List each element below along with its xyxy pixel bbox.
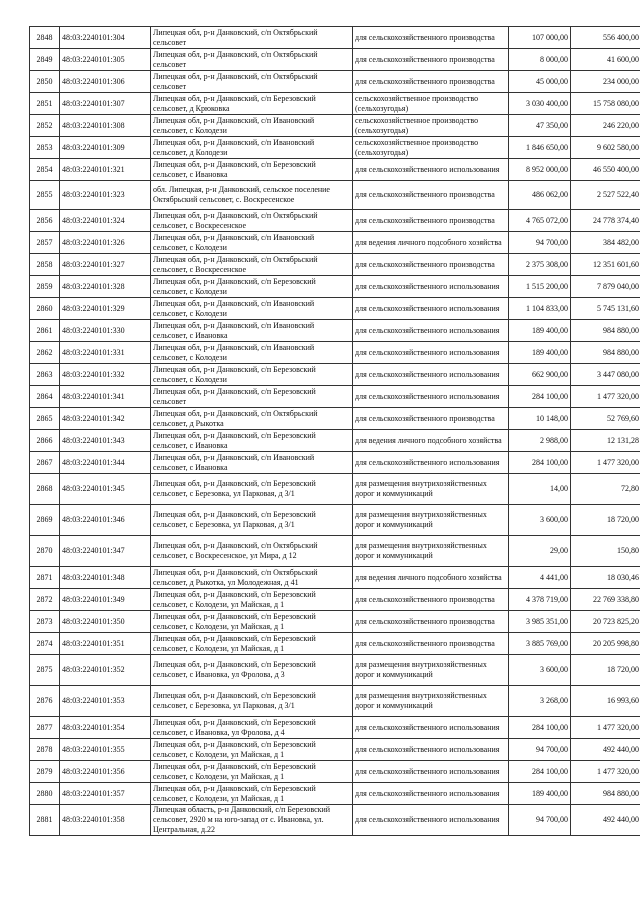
cadastral-value-cell: 2 527 522,40: [571, 181, 640, 210]
address-cell: Липецкая обл, р-н Данковский, с/п Ивановский сельсовет, с Колодези: [151, 232, 353, 254]
table-row: [30, 159, 640, 181]
address-cell: Липецкая обл, р-н Данковский, с/п Ивановский сельсовет, с Колодези: [151, 298, 353, 320]
area-value-cell: 8 952 000,00: [509, 159, 571, 181]
table-row: [30, 93, 640, 115]
permitted-use-cell: для сельскохозяйственного производства: [353, 27, 509, 49]
row-number-cell: 2866: [30, 430, 60, 452]
permitted-use-cell: для сельскохозяйственного использования: [353, 452, 509, 474]
cadastral-number-cell: 48:03:2240101:350: [60, 611, 151, 633]
table-row: [30, 232, 640, 254]
row-number-cell: 2881: [30, 805, 60, 836]
cadastral-number-cell: 48:03:2240101:341: [60, 386, 151, 408]
table-row: [30, 761, 640, 783]
address-cell: Липецкая обл, р-н Данковский, с/п Березовский сельсовет, с Березовка, ул Парковая, д 3/1: [151, 505, 353, 536]
area-value-cell: 189 400,00: [509, 320, 571, 342]
address-cell: Липецкая обл, р-н Данковский, с/п Октябрьский сельсовет, д Рыкотка, ул Молодежная, д 41: [151, 567, 353, 589]
permitted-use-cell: для сельскохозяйственного производства: [353, 254, 509, 276]
cadastral-value-cell: 46 550 400,00: [571, 159, 640, 181]
cadastral-value-cell: 492 440,00: [571, 739, 640, 761]
cadastral-number-cell: 48:03:2240101:355: [60, 739, 151, 761]
table-row: [30, 805, 640, 836]
cadastral-number-cell: 48:03:2240101:344: [60, 452, 151, 474]
cadastral-value-cell: 234 000,00: [571, 71, 640, 93]
permitted-use-cell: для сельскохозяйственного использования: [353, 364, 509, 386]
area-value-cell: 107 000,00: [509, 27, 571, 49]
cadastral-value-cell: 18 720,00: [571, 655, 640, 686]
address-cell: Липецкая обл, р-н Данковский, с/п Ивановский сельсовет, с Ивановка: [151, 320, 353, 342]
table-row: [30, 181, 640, 210]
row-number-cell: 2849: [30, 49, 60, 71]
cadastral-number-cell: 48:03:2240101:309: [60, 137, 151, 159]
table-row: [30, 611, 640, 633]
cadastral-value-cell: 22 769 338,80: [571, 589, 640, 611]
permitted-use-cell: для размещения внутрихозяйственных дорог и коммуникаций: [353, 536, 509, 567]
permitted-use-cell: для сельскохозяйственного использования: [353, 805, 509, 836]
cadastral-value-cell: 7 879 040,00: [571, 276, 640, 298]
row-number-cell: 2870: [30, 536, 60, 567]
row-number-cell: 2858: [30, 254, 60, 276]
area-value-cell: 8 000,00: [509, 49, 571, 71]
address-cell: Липецкая обл, р-н Данковский, с/п Березовский сельсовет, с Колодези, ул Майская, д 1: [151, 633, 353, 655]
area-value-cell: 10 148,00: [509, 408, 571, 430]
row-number-cell: 2880: [30, 783, 60, 805]
address-cell: Липецкая обл, р-н Данковский, с/п Октябрьский сельсовет: [151, 49, 353, 71]
row-number-cell: 2860: [30, 298, 60, 320]
area-value-cell: 284 100,00: [509, 386, 571, 408]
address-cell: Липецкая обл, р-н Данковский, с/п Березовский сельсовет, с Колодези, ул Майская, д 1: [151, 611, 353, 633]
cadastral-number-cell: 48:03:2240101:358: [60, 805, 151, 836]
address-cell: Липецкая обл, р-н Данковский, с/п Березовский сельсовет, с Колодези, ул Майская, д 1: [151, 589, 353, 611]
cadastral-value-cell: 16 993,60: [571, 686, 640, 717]
area-value-cell: 284 100,00: [509, 452, 571, 474]
cadastral-number-cell: 48:03:2240101:356: [60, 761, 151, 783]
address-cell: Липецкая обл, р-н Данковский, с/п Березовский сельсовет, с Ивановка: [151, 430, 353, 452]
permitted-use-cell: для сельскохозяйственного производства: [353, 181, 509, 210]
table-row: [30, 536, 640, 567]
permitted-use-cell: для ведения личного подсобного хозяйства: [353, 567, 509, 589]
table-row: [30, 452, 640, 474]
table-row: [30, 27, 640, 49]
cadastral-value-cell: 1 477 320,00: [571, 386, 640, 408]
area-value-cell: 3 985 351,00: [509, 611, 571, 633]
row-number-cell: 2877: [30, 717, 60, 739]
cadastral-value-cell: 15 758 080,00: [571, 93, 640, 115]
area-value-cell: 284 100,00: [509, 717, 571, 739]
cadastral-value-cell: 246 220,00: [571, 115, 640, 137]
area-value-cell: 45 000,00: [509, 71, 571, 93]
table-row: [30, 210, 640, 232]
address-cell: Липецкая обл, р-н Данковский, с/п Березовский сельсовет, с Колодези: [151, 276, 353, 298]
table-body: [30, 27, 640, 836]
cadastral-value-cell: 24 778 374,40: [571, 210, 640, 232]
table-row: [30, 783, 640, 805]
area-value-cell: 3 600,00: [509, 505, 571, 536]
area-value-cell: 3 885 769,00: [509, 633, 571, 655]
address-cell: обл. Липецкая, р-н Данковский, сельское поселение Октябрьский сельсовет, с. Воскресенское: [151, 181, 353, 210]
permitted-use-cell: для размещения внутрихозяйственных дорог и коммуникаций: [353, 474, 509, 505]
cadastral-value-cell: 984 880,00: [571, 783, 640, 805]
cadastral-number-cell: 48:03:2240101:343: [60, 430, 151, 452]
row-number-cell: 2868: [30, 474, 60, 505]
row-number-cell: 2855: [30, 181, 60, 210]
row-number-cell: 2873: [30, 611, 60, 633]
permitted-use-cell: для сельскохозяйственного использования: [353, 739, 509, 761]
address-cell: Липецкая обл, р-н Данковский, с/п Березовский сельсовет, д Крюковка: [151, 93, 353, 115]
cadastral-value-cell: 984 880,00: [571, 320, 640, 342]
area-value-cell: 94 700,00: [509, 805, 571, 836]
permitted-use-cell: для сельскохозяйственного использования: [353, 276, 509, 298]
area-value-cell: 4 765 072,00: [509, 210, 571, 232]
area-value-cell: 4 378 719,00: [509, 589, 571, 611]
address-cell: Липецкая обл, р-н Данковский, с/п Березовский сельсовет: [151, 386, 353, 408]
cadastral-number-cell: 48:03:2240101:329: [60, 298, 151, 320]
permitted-use-cell: для размещения внутрихозяйственных дорог и коммуникаций: [353, 655, 509, 686]
address-cell: Липецкая обл, р-н Данковский, с/п Березовский сельсовет, с Ивановка, ул Фролова, д 3: [151, 655, 353, 686]
row-number-cell: 2862: [30, 342, 60, 364]
permitted-use-cell: сельскохозяйственное производство (сельхозугодья): [353, 137, 509, 159]
table-row: [30, 505, 640, 536]
area-value-cell: 3 600,00: [509, 655, 571, 686]
address-cell: Липецкая обл, р-н Данковский, с/п Октябрьский сельсовет, с Воскресенское: [151, 254, 353, 276]
cadastral-number-cell: 48:03:2240101:354: [60, 717, 151, 739]
table-row: [30, 686, 640, 717]
row-number-cell: 2850: [30, 71, 60, 93]
table-row: [30, 71, 640, 93]
cadastral-number-cell: 48:03:2240101:327: [60, 254, 151, 276]
permitted-use-cell: для сельскохозяйственного производства: [353, 49, 509, 71]
row-number-cell: 2879: [30, 761, 60, 783]
cadastral-value-cell: 1 477 320,00: [571, 452, 640, 474]
table-row: [30, 298, 640, 320]
land-registry-table: [29, 26, 640, 836]
area-value-cell: 3 030 400,00: [509, 93, 571, 115]
cadastral-value-cell: 984 880,00: [571, 342, 640, 364]
table-row: [30, 386, 640, 408]
area-value-cell: 4 441,00: [509, 567, 571, 589]
row-number-cell: 2854: [30, 159, 60, 181]
row-number-cell: 2853: [30, 137, 60, 159]
permitted-use-cell: для сельскохозяйственного использования: [353, 342, 509, 364]
table-row: [30, 655, 640, 686]
table-row: [30, 567, 640, 589]
cadastral-number-cell: 48:03:2240101:326: [60, 232, 151, 254]
row-number-cell: 2872: [30, 589, 60, 611]
address-cell: Липецкая обл, р-н Данковский, с/п Березовский сельсовет, с Колодези, ул Майская, д 1: [151, 783, 353, 805]
permitted-use-cell: для ведения личного подсобного хозяйства: [353, 430, 509, 452]
address-cell: Липецкая обл, р-н Данковский, с/п Березовский сельсовет, с Колодези, ул Майская, д 1: [151, 761, 353, 783]
row-number-cell: 2878: [30, 739, 60, 761]
table-row: [30, 474, 640, 505]
cadastral-value-cell: 41 600,00: [571, 49, 640, 71]
area-value-cell: 189 400,00: [509, 342, 571, 364]
row-number-cell: 2857: [30, 232, 60, 254]
permitted-use-cell: для сельскохозяйственного производства: [353, 589, 509, 611]
cadastral-number-cell: 48:03:2240101:307: [60, 93, 151, 115]
cadastral-number-cell: 48:03:2240101:357: [60, 783, 151, 805]
cadastral-number-cell: 48:03:2240101:323: [60, 181, 151, 210]
table-row: [30, 342, 640, 364]
cadastral-value-cell: 5 745 131,60: [571, 298, 640, 320]
cadastral-value-cell: 12 351 601,60: [571, 254, 640, 276]
permitted-use-cell: для ведения личного подсобного хозяйства: [353, 232, 509, 254]
area-value-cell: 1 515 200,00: [509, 276, 571, 298]
area-value-cell: 662 900,00: [509, 364, 571, 386]
cadastral-number-cell: 48:03:2240101:353: [60, 686, 151, 717]
area-value-cell: 3 268,00: [509, 686, 571, 717]
table-row: [30, 364, 640, 386]
row-number-cell: 2848: [30, 27, 60, 49]
address-cell: Липецкая обл, р-н Данковский, с/п Березовский сельсовет, с Колодези, ул Майская, д 1: [151, 739, 353, 761]
table-row: [30, 115, 640, 137]
cadastral-number-cell: 48:03:2240101:304: [60, 27, 151, 49]
table-row: [30, 408, 640, 430]
permitted-use-cell: для сельскохозяйственного использования: [353, 761, 509, 783]
row-number-cell: 2867: [30, 452, 60, 474]
cadastral-number-cell: 48:03:2240101:330: [60, 320, 151, 342]
permitted-use-cell: для сельскохозяйственного производства: [353, 633, 509, 655]
cadastral-number-cell: 48:03:2240101:352: [60, 655, 151, 686]
cadastral-value-cell: 556 400,00: [571, 27, 640, 49]
permitted-use-cell: для сельскохозяйственного использования: [353, 159, 509, 181]
row-number-cell: 2875: [30, 655, 60, 686]
permitted-use-cell: для сельскохозяйственного использования: [353, 298, 509, 320]
row-number-cell: 2861: [30, 320, 60, 342]
row-number-cell: 2874: [30, 633, 60, 655]
address-cell: Липецкая область, р-н Данковский, с/п Березовский сельсовет, 2920 м на юго-запад от с. Ивановка, ул. Центральная, д.22: [151, 805, 353, 836]
address-cell: Липецкая обл, р-н Данковский, с/п Октябрьский сельсовет, с Воскресенское: [151, 210, 353, 232]
row-number-cell: 2856: [30, 210, 60, 232]
area-value-cell: 1 104 833,00: [509, 298, 571, 320]
cadastral-number-cell: 48:03:2240101:348: [60, 567, 151, 589]
area-value-cell: 1 846 650,00: [509, 137, 571, 159]
permitted-use-cell: для сельскохозяйственного производства: [353, 210, 509, 232]
address-cell: Липецкая обл, р-н Данковский, с/п Березовский сельсовет, с Колодези: [151, 364, 353, 386]
cadastral-number-cell: 48:03:2240101:321: [60, 159, 151, 181]
cadastral-value-cell: 18 030,46: [571, 567, 640, 589]
row-number-cell: 2869: [30, 505, 60, 536]
cadastral-value-cell: 1 477 320,00: [571, 761, 640, 783]
address-cell: Липецкая обл, р-н Данковский, с/п Ивановский сельсовет, с Ивановка: [151, 452, 353, 474]
cadastral-value-cell: 18 720,00: [571, 505, 640, 536]
row-number-cell: 2851: [30, 93, 60, 115]
permitted-use-cell: для сельскохозяйственного использования: [353, 717, 509, 739]
cadastral-value-cell: 150,80: [571, 536, 640, 567]
row-number-cell: 2852: [30, 115, 60, 137]
permitted-use-cell: для сельскохозяйственного использования: [353, 386, 509, 408]
permitted-use-cell: для размещения внутрихозяйственных дорог и коммуникаций: [353, 686, 509, 717]
table-row: [30, 320, 640, 342]
cadastral-value-cell: 384 482,00: [571, 232, 640, 254]
table-row: [30, 633, 640, 655]
permitted-use-cell: для сельскохозяйственного использования: [353, 320, 509, 342]
cadastral-number-cell: 48:03:2240101:306: [60, 71, 151, 93]
area-value-cell: 2 375 308,00: [509, 254, 571, 276]
address-cell: Липецкая обл, р-н Данковский, с/п Октябрьский сельсовет, д Рыкотка: [151, 408, 353, 430]
cadastral-number-cell: 48:03:2240101:308: [60, 115, 151, 137]
cadastral-number-cell: 48:03:2240101:305: [60, 49, 151, 71]
cadastral-value-cell: 9 602 580,00: [571, 137, 640, 159]
permitted-use-cell: для размещения внутрихозяйственных дорог и коммуникаций: [353, 505, 509, 536]
address-cell: Липецкая обл, р-н Данковский, с/п Ивановский сельсовет, с Колодези: [151, 342, 353, 364]
table-row: [30, 49, 640, 71]
row-number-cell: 2865: [30, 408, 60, 430]
address-cell: Липецкая обл, р-н Данковский, с/п Октябрьский сельсовет: [151, 71, 353, 93]
address-cell: Липецкая обл, р-н Данковский, с/п Березовский сельсовет, с Ивановка, ул Фролова, д 4: [151, 717, 353, 739]
address-cell: Липецкая обл, р-н Данковский, с/п Октябрьский сельсовет, с Воскресенское, ул Мира, д 12: [151, 536, 353, 567]
address-cell: Липецкая обл, р-н Данковский, с/п Октябрьский сельсовет: [151, 27, 353, 49]
address-cell: Липецкая обл, р-н Данковский, с/п Березовский сельсовет, с Ивановка: [151, 159, 353, 181]
row-number-cell: 2863: [30, 364, 60, 386]
permitted-use-cell: для сельскохозяйственного производства: [353, 611, 509, 633]
cadastral-number-cell: 48:03:2240101:328: [60, 276, 151, 298]
cadastral-number-cell: 48:03:2240101:331: [60, 342, 151, 364]
address-cell: Липецкая обл, р-н Данковский, с/п Березовский сельсовет, с Березовка, ул Парковая, д 3/1: [151, 686, 353, 717]
permitted-use-cell: сельскохозяйственное производство (сельхозугодья): [353, 93, 509, 115]
permitted-use-cell: для сельскохозяйственного использования: [353, 783, 509, 805]
area-value-cell: 94 700,00: [509, 739, 571, 761]
cadastral-number-cell: 48:03:2240101:342: [60, 408, 151, 430]
area-value-cell: 284 100,00: [509, 761, 571, 783]
cadastral-value-cell: 72,80: [571, 474, 640, 505]
cadastral-number-cell: 48:03:2240101:345: [60, 474, 151, 505]
cadastral-number-cell: 48:03:2240101:346: [60, 505, 151, 536]
area-value-cell: 14,00: [509, 474, 571, 505]
table-row: [30, 717, 640, 739]
table-row: [30, 430, 640, 452]
area-value-cell: 2 988,00: [509, 430, 571, 452]
cadastral-number-cell: 48:03:2240101:349: [60, 589, 151, 611]
cadastral-number-cell: 48:03:2240101:332: [60, 364, 151, 386]
address-cell: Липецкая обл, р-н Данковский, с/п Ивановский сельсовет, с Колодези: [151, 115, 353, 137]
address-cell: Липецкая обл, р-н Данковский, с/п Березовский сельсовет, с Березовка, ул Парковая, д 3/1: [151, 474, 353, 505]
area-value-cell: 29,00: [509, 536, 571, 567]
row-number-cell: 2871: [30, 567, 60, 589]
area-value-cell: 486 062,00: [509, 181, 571, 210]
cadastral-value-cell: 20 723 825,20: [571, 611, 640, 633]
table-row: [30, 589, 640, 611]
table-row: [30, 254, 640, 276]
area-value-cell: 94 700,00: [509, 232, 571, 254]
cadastral-value-cell: 1 477 320,00: [571, 717, 640, 739]
address-cell: Липецкая обл, р-н Данковский, с/п Ивановский сельсовет, д Колодези: [151, 137, 353, 159]
table-row: [30, 137, 640, 159]
permitted-use-cell: сельскохозяйственное производство (сельхозугодья): [353, 115, 509, 137]
table-row: [30, 276, 640, 298]
cadastral-number-cell: 48:03:2240101:324: [60, 210, 151, 232]
row-number-cell: 2864: [30, 386, 60, 408]
cadastral-value-cell: 492 440,00: [571, 805, 640, 836]
cadastral-number-cell: 48:03:2240101:351: [60, 633, 151, 655]
area-value-cell: 47 350,00: [509, 115, 571, 137]
area-value-cell: 189 400,00: [509, 783, 571, 805]
cadastral-value-cell: 12 131,28: [571, 430, 640, 452]
permitted-use-cell: для сельскохозяйственного производства: [353, 71, 509, 93]
row-number-cell: 2859: [30, 276, 60, 298]
cadastral-value-cell: 3 447 080,00: [571, 364, 640, 386]
cadastral-value-cell: 20 205 998,80: [571, 633, 640, 655]
table-row: [30, 739, 640, 761]
permitted-use-cell: для сельскохозяйственного производства: [353, 408, 509, 430]
cadastral-value-cell: 52 769,60: [571, 408, 640, 430]
cadastral-number-cell: 48:03:2240101:347: [60, 536, 151, 567]
row-number-cell: 2876: [30, 686, 60, 717]
